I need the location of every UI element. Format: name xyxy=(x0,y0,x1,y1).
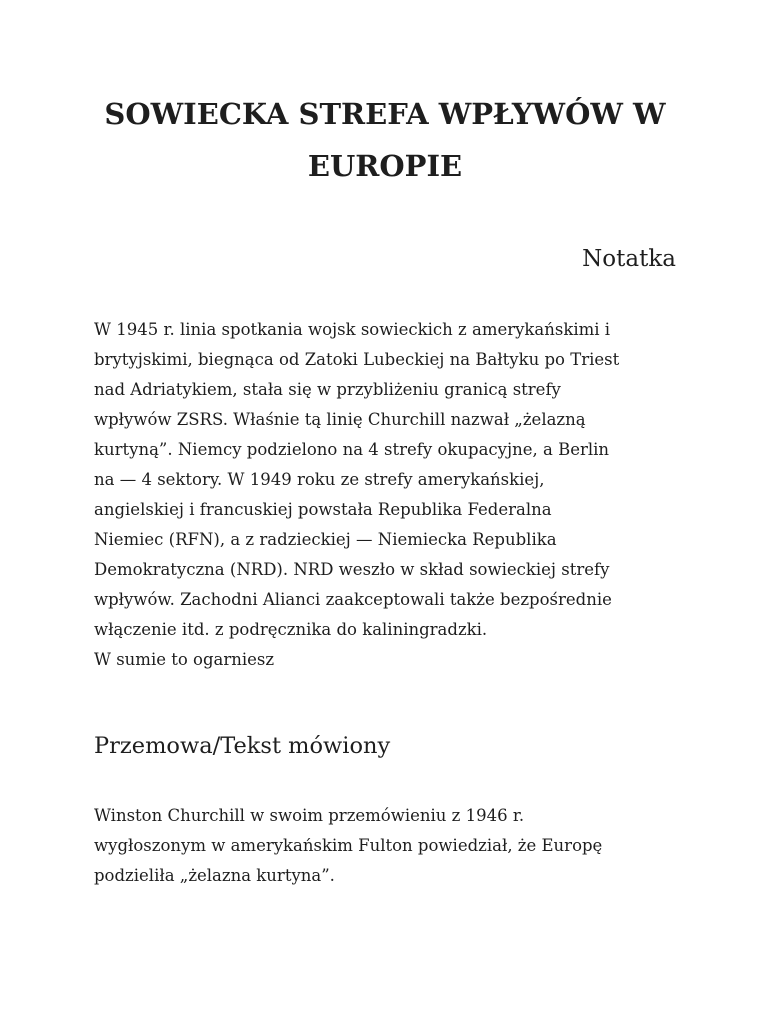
text-line: W 1945 r. linia spotkania wojsk sowieckich z amerykańskimi i xyxy=(94,320,611,339)
speech-heading: Przemowa/Tekst mówiony xyxy=(94,733,391,759)
speech-paragraph xyxy=(94,801,684,891)
note-label: Notatka xyxy=(582,246,676,272)
text-line: Niemiec (RFN), a z radzieckiej — Niemiecka Republika xyxy=(94,530,557,549)
text-line: podzieliła „żelazna kurtyna”. xyxy=(94,866,335,885)
text-line: wpływów ZSRS. Właśnie tą linię Churchill nazwał „żelazną xyxy=(94,410,586,429)
text-line: angielskiej i francuskiej powstała Republika Federalna xyxy=(94,500,552,519)
text-line: wygłoszonym w amerykańskim Fulton powiedział, że Europę xyxy=(94,836,603,855)
text-line: Demokratyczna (NRD). NRD weszło w skład sowieckiej strefy xyxy=(94,560,610,579)
text-line: brytyjskimi, biegnąca od Zatoki Lubeckiej na Bałtyku po Triest xyxy=(94,350,620,369)
note-paragraph xyxy=(94,315,684,675)
text-line: nad Adriatykiem, stała się w przybliżeniu granicą strefy xyxy=(94,380,561,399)
title-line: EUROPIE xyxy=(307,149,463,183)
text-line: kurtyną”. Niemcy podzielono na 4 strefy okupacyjne, a Berlin xyxy=(94,440,610,459)
text-line: wpływów. Zachodni Alianci zaakceptowali także bezpośrednie xyxy=(94,590,612,609)
text-line: na — 4 sektory. W 1949 roku ze strefy amerykańskiej, xyxy=(94,470,545,489)
title-line: SOWIECKA STREFA WPŁYWÓW W xyxy=(104,97,666,131)
text-line: W sumie to ogarniesz xyxy=(94,650,275,669)
document-title xyxy=(94,88,676,192)
text-line: Winston Churchill w swoim przemówieniu z 1946 r. xyxy=(94,806,525,825)
text-line: włączenie itd. z podręcznika do kaliningradzki. xyxy=(94,620,488,639)
